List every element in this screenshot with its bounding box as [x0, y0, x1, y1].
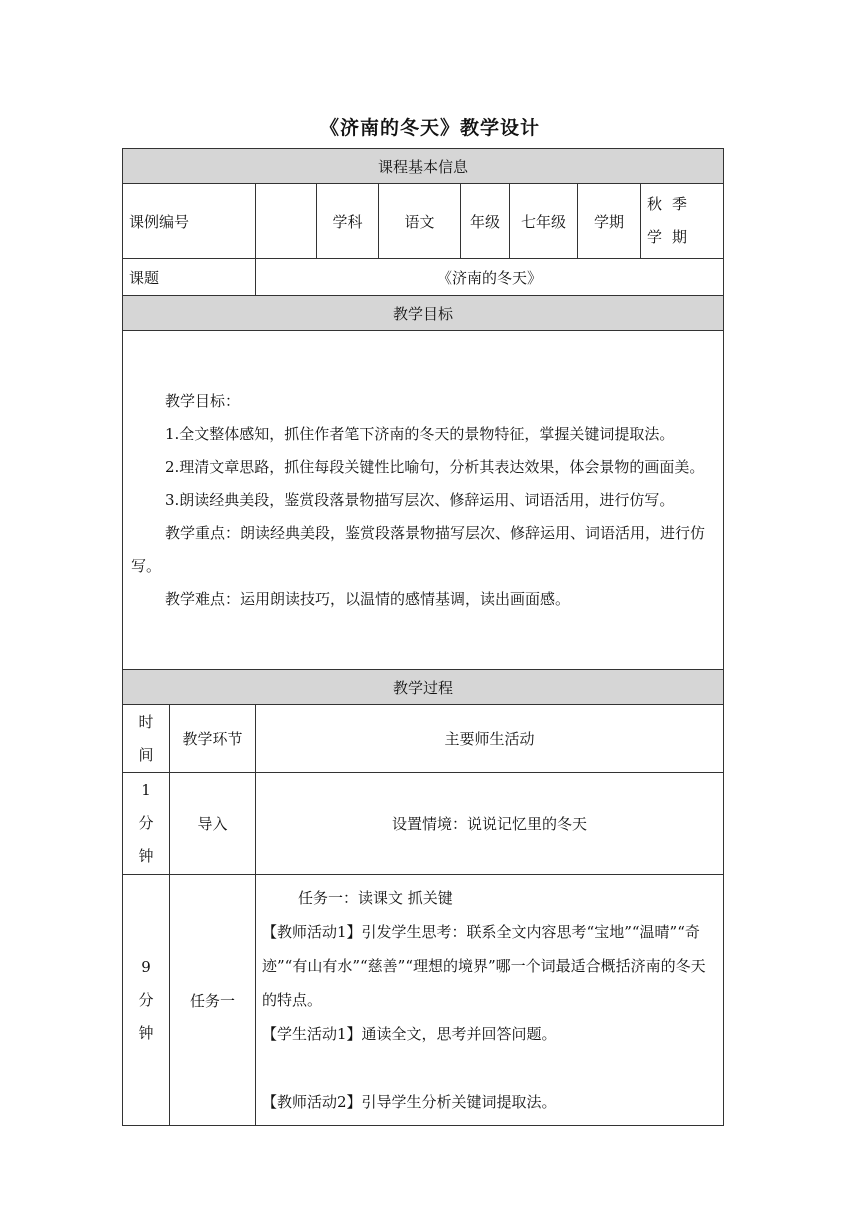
- goals-line: 教学难点：运用朗读技巧，以温情的感情基调，读出画面感。: [165, 589, 571, 608]
- goals-line: 教学重点：朗读经典美段，鉴赏段落景物描写层次、修辞运用、词语活用，进行仿写。: [131, 523, 706, 575]
- lesson-plan-table: [122, 148, 724, 1126]
- subject-value: 语文: [379, 184, 461, 259]
- goals-header: 教学目标: [123, 296, 724, 331]
- grade-label: 年级: [461, 184, 510, 259]
- grade-value: 七年级: [510, 184, 578, 259]
- col-time-header: 时间: [123, 705, 170, 773]
- course-no-value: [256, 184, 317, 259]
- term-value: 秋季学期: [641, 184, 724, 259]
- row2-activity: [256, 875, 724, 1126]
- row1-stage: 导入: [170, 773, 256, 875]
- row2-time: 9分钟: [123, 875, 170, 1126]
- course-no-label: 课例编号: [123, 184, 256, 259]
- basic-info-header: 课程基本信息: [123, 149, 724, 184]
- topic-label: 课题: [123, 259, 256, 296]
- term-label: 学期: [578, 184, 641, 259]
- goals-body: [123, 331, 724, 670]
- teacher-activity-2: 【教师活动2】引导学生分析关键词提取法。: [262, 1093, 557, 1111]
- row1-time: 1分钟: [123, 773, 170, 875]
- goals-line: 2.理清文章思路，抓住每段关键性比喻句，分析其表达效果，体会景物的画面美。: [165, 457, 705, 476]
- task-title: 任务一：读课文 抓关键: [298, 889, 453, 907]
- document-title: 《济南的冬天》教学设计: [319, 117, 540, 139]
- col-stage-header: 教学环节: [170, 705, 256, 773]
- col-activity-header: 主要师生活动: [256, 705, 724, 773]
- process-header: 教学过程: [123, 670, 724, 705]
- teacher-activity-1: 【教师活动1】引发学生思考：联系全文内容思考“宝地”“温晴”“奇迹”“有山有水”“慈善”“理想的境界”哪一个词最适合概括济南的冬天的特点。: [262, 923, 706, 1009]
- goals-line: 教学目标：: [165, 391, 241, 410]
- topic-value: 《济南的冬天》: [256, 259, 724, 296]
- subject-label: 学科: [317, 184, 379, 259]
- row1-activity: 设置情境：说说记忆里的冬天: [256, 773, 724, 875]
- goals-line: 1.全文整体感知，抓住作者笔下济南的冬天的景物特征，掌握关键词提取法。: [165, 424, 675, 443]
- spacer: [262, 1051, 715, 1085]
- row2-stage: 任务一: [170, 875, 256, 1126]
- goals-line: 3.朗读经典美段，鉴赏段落景物描写层次、修辞运用、词语活用，进行仿写。: [165, 490, 675, 509]
- student-activity-1: 【学生活动1】通读全文，思考并回答问题。: [262, 1025, 557, 1043]
